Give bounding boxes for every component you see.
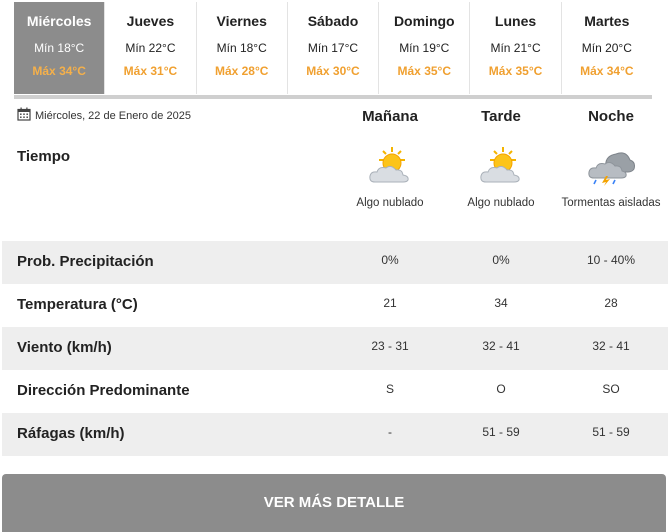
day-min-temp: Mín 20°C [581, 41, 632, 55]
row-value-manana: S [385, 382, 394, 396]
day-name: Martes [584, 13, 630, 29]
row-value-tarde: 34 [494, 296, 508, 310]
row-rafagas [2, 413, 668, 456]
weather-text: Algo nublado [467, 197, 535, 209]
row-value-noche: 51 - 59 [592, 425, 630, 439]
row-value-tarde: 0% [492, 253, 510, 267]
day-max-temp: Máx 31°C [123, 64, 178, 78]
weather-text: Algo nublado [356, 197, 424, 209]
row-value-noche: 28 [604, 296, 618, 310]
calendar-icon [17, 107, 31, 124]
day-tab-martes[interactable] [562, 2, 652, 94]
row-value-noche: 10 - 40% [586, 253, 636, 267]
row-value-noche: 32 - 41 [592, 339, 630, 353]
day-tab-sabado[interactable] [288, 2, 379, 94]
row-label: Viento (km/h) [17, 339, 112, 356]
row-value-manana: - [388, 425, 392, 439]
row-label: Ráfagas (km/h) [17, 425, 125, 442]
weather-cell-tarde [446, 146, 556, 211]
day-min-temp: Mín 18°C [216, 41, 267, 55]
day-min-temp: Mín 17°C [307, 41, 359, 55]
day-max-temp: Máx 35°C [397, 64, 452, 78]
forecast-date [17, 107, 191, 124]
row-value-noche: SO [602, 382, 620, 396]
day-tab-jueves[interactable] [105, 2, 196, 94]
row-label: Prob. Precipitación [17, 253, 154, 270]
partly-cloudy-sun-icon [335, 146, 445, 191]
thunderstorm-icon [556, 146, 666, 191]
day-max-temp: Máx 34°C [32, 64, 86, 78]
day-max-temp: Máx 28°C [214, 64, 269, 78]
weather-cell-noche [556, 146, 666, 211]
day-max-temp: Máx 34°C [580, 64, 634, 78]
day-name: Viernes [216, 13, 267, 29]
column-header-noche: Noche [588, 108, 634, 125]
day-max-temp: Máx 30°C [306, 64, 360, 78]
day-name: Jueves [126, 13, 175, 29]
day-min-temp: Mín 22°C [125, 41, 176, 55]
row-value-manana: 21 [383, 296, 397, 310]
day-max-temp: Máx 35°C [488, 64, 543, 78]
row-value-manana: 23 - 31 [371, 339, 409, 353]
weather-cell-manana [335, 146, 445, 211]
row-label: Dirección Predominante [17, 382, 190, 399]
day-tabs [14, 2, 652, 94]
day-min-temp: Mín 19°C [399, 41, 450, 55]
weather-text: Tormentas aisladas [561, 197, 661, 209]
row-value-tarde: 51 - 59 [482, 425, 520, 439]
row-label: Temperatura (°C) [17, 296, 138, 313]
row-value-tarde: 32 - 41 [482, 339, 520, 353]
day-min-temp: Mín 21°C [490, 41, 541, 55]
day-min-temp: Mín 18°C [34, 41, 85, 55]
row-direccion [2, 370, 668, 413]
row-precipitacion [2, 241, 668, 284]
row-temperatura [2, 284, 668, 327]
row-value-tarde: O [496, 382, 506, 396]
date-text: Miércoles, 22 de Enero de 2025 [35, 109, 191, 122]
partly-cloudy-sun-icon [446, 146, 556, 191]
day-name: Sábado [307, 13, 359, 29]
day-tab-domingo[interactable] [379, 2, 470, 94]
row-value-manana: 0% [381, 253, 399, 267]
tiempo-label: Tiempo [17, 148, 71, 165]
column-header-tarde: Tarde [481, 108, 521, 125]
day-name: Miércoles [26, 13, 92, 29]
tabs-divider [14, 95, 652, 99]
day-tab-miercoles[interactable] [14, 2, 105, 94]
day-name: Domingo [393, 13, 455, 29]
column-header-manana: Mañana [362, 108, 418, 125]
day-name: Lunes [494, 13, 537, 29]
day-tab-lunes[interactable] [470, 2, 561, 94]
day-tab-viernes[interactable] [197, 2, 288, 94]
row-viento [2, 327, 668, 370]
ver-mas-detalle-button[interactable]: VER MÁS DETALLE [2, 474, 666, 532]
